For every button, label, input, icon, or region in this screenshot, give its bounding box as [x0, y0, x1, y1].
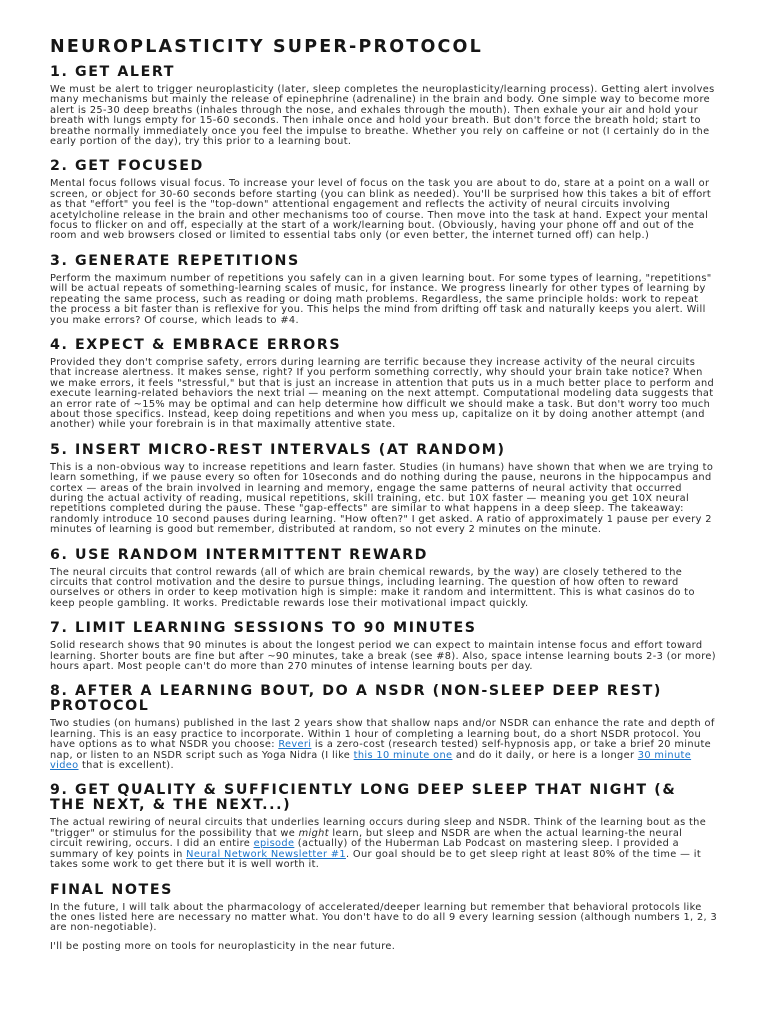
section-heading: 4. EXPECT & EMBRACE ERRORS	[50, 336, 342, 353]
body-text: learn, but sleep and NSDR are when the actual learning-the neural circuit rewiring, occurs. I did an entire	[50, 827, 683, 850]
body-text: . Our goal should be to get sleep right at least 80% of the time — it takes some work to get there but it is well worth it.	[50, 848, 702, 871]
section-limit-sessions	[50, 621, 718, 672]
nsdr-30-minute-video-link[interactable]: 30 minute video	[50, 749, 692, 772]
section-body: Mental focus follows visual focus. To increase your level of focus on the task you are about to do, stare at a point on a wall or screen, or object for 30-60 seconds before starting (you can blink as needed). You'll be surprised how this takes a bit of effort as that "effort" you feel is the "top-down" attentional engagement and reflects the activity of neural circuits involving acetylcholine release in the brain and other mechanisms too of course. Then move into the task at hand. Expect your mental focus to flicker on and off, especially at the start of a work/learning bout. (Obviously, having your phone off and out of the room and web browsers closed or limited to essential tabs only (or even better, the internet turned off) can help.)	[50, 178, 712, 242]
section-generate-repetitions	[50, 254, 718, 326]
section-deep-sleep	[50, 783, 718, 870]
section-heading: FINAL NOTES	[50, 881, 173, 898]
emphasis-text: might	[298, 827, 329, 839]
section-body-closing: I'll be posting more on tools for neuroplasticity in the near future.	[50, 940, 396, 952]
page-title: NEUROPLASTICITY SUPER-PROTOCOL	[50, 37, 483, 57]
section-embrace-errors	[50, 338, 718, 431]
section-final-notes	[50, 883, 718, 953]
section-body	[50, 818, 718, 870]
section-heading: 3. GENERATE REPETITIONS	[50, 252, 300, 269]
section-heading: 5. INSERT MICRO-REST INTERVALS (AT RANDOM)	[50, 441, 506, 458]
section-heading: 1. GET ALERT	[50, 64, 176, 80]
section-body: The neural circuits that control rewards (all of which are brain chemical rewards, by the way) are closely tethered to the circuits that control motivation and the desire to pursue things, including learning. The question of how often to reward ourselves or others in order to keep motivation high is simple: make it random and intermittent. This is what casinos do to keep people gambling. It works. Predictable rewards lose their motivational impact quickly.	[50, 566, 695, 609]
section-get-focused	[50, 159, 718, 241]
sleep-episode-link[interactable]: episode	[253, 838, 295, 850]
section-body: Perform the maximum number of repetitions you safely can in a given learning bout. For some types of learning, "repetitions" will be actual repeats of something-learning scales of music, for instance. We progress linearly for other types of learning by repeating the same process, such as reading or doing math problems. Regardless, the same principle holds: work to repeat the process a bit faster than is reflexive for you. This helps the mind from drifting off task and naturally keeps you alert. Will you make errors? Of course, which leads to #4.	[50, 272, 712, 326]
body-text: that is excellent).	[78, 760, 174, 772]
section-body: In the future, I will talk about the pharmacology of accelerated/deeper learning but remember that behavioral protocols like the ones listed here are necessary no matter what. You don't have to do all 9 every learning session (although numbers 1, 2, 3 are non-negotiable).	[50, 901, 718, 934]
section-random-reward	[50, 548, 718, 610]
body-text: The actual rewiring of neural circuits that underlies learning occurs during sleep and NSDR. Think of the learning bout as the "trigger" or stimulus for the possibility that we	[50, 817, 707, 839]
body-text: (actually) of the Huberman Lab Podcast on mastering sleep. I provided a summary of key points in	[50, 838, 679, 860]
section-heading: 6. USE RANDOM INTERMITTENT REWARD	[50, 546, 429, 563]
section-micro-rest	[50, 443, 718, 536]
section-heading: 8. AFTER A LEARNING BOUT, DO A NSDR (NON-SLEEP DEEP REST) PROTOCOL	[50, 683, 662, 715]
section-body: This is a non-obvious way to increase repetitions and learn faster. Studies (in humans) have shown that when we are trying to learn something, if we pause every so often for 10seconds and do nothing during the pause, neurons in the hippocampus and cortex — areas of the brain involved in learning and memory, engage the same patterns of neural activity that occurred during the actual activity of reading, musical repetitions, skill training, etc. but 10X faster — meaning you get 10X neural repetitions completed during the pause. These "gap-effects" are similar to what happens in a deep sleep. The takeaway: randomly introduce 10 second pauses during learning. "How often?" I get asked. A ratio of approximately 1 pause per every 2 minutes of learning is good but remember, distributed at random, so not every 2 minutes on the minute.	[50, 461, 714, 536]
body-text: is a zero-cost (research tested) self-hypnosis app, or take a brief 20 minute nap, or listen to an NSDR script such as Yoga Nidra (I like	[50, 739, 712, 761]
section-body: Provided they don't comprise safety, errors during learning are terrific because they increase activity of the neural circuits that increase alertness. It makes sense, right? If you perform something correctly, why should your brain take notice? When we make errors, it feels "stressful," but that is just an increase in attention that puts us in a much better place to perform and execute learning-related behaviors the next trial — meaning on the next attempt. Computational modeling data suggests that an error rate of ~15% may be optimal and can help determine how difficult we should make a task. But don't worry too much about those specifics. Instead, keep doing repetitions and when you mess up, capitalize on it by doing another attempt (and another) while your forebrain is in that maximally attentive state.	[50, 356, 715, 431]
yoga-nidra-10-minute-link[interactable]: this 10 minute one	[353, 749, 453, 761]
section-get-alert	[50, 65, 718, 147]
section-body: We must be alert to trigger neuroplasticity (later, sleep completes the neuroplasticity/learning process). Getting alert involves many mechanisms but mainly the release of epinephrine (adrenaline) in the brain and body. One simple way to become more alert is 25-30 deep breaths (inhales through the nose, and exhales through the mouth). Then exhale your air and hold your breath with lungs empty for 15-60 seconds. Then inhale once and hold your breath. But don't force the breath hold; start to breathe normally immediately once you feel the impulse to breathe. Whether you rely on caffeine or not (I certainly do in the early portion of the day), try this prior to a learning bout.	[50, 84, 715, 148]
reveri-link[interactable]: Reveri	[278, 739, 312, 751]
section-heading: 2. GET FOCUSED	[50, 158, 204, 175]
body-text: Two studies (on humans) published in the last 2 years show that shallow naps and/or NSDR can enhance the rate and depth of learning. This is an easy practice to incorporate. Within 1 hour of completing a learning bout, do a short NSDR protocol. You have options as to what NSDR you choose:	[50, 718, 715, 751]
section-heading: 9. GET QUALITY & SUFFICIENTLY LONG DEEP SLEEP THAT NIGHT (& THE NEXT, & THE NEXT...)	[50, 782, 677, 814]
section-body: Solid research shows that 90 minutes is about the longest period we can expect to maintain intense focus and effort toward learning. Shorter bouts are fine but after ~90 minutes, take a break (see #8). Also, space intense learning bouts 2-3 (or more) hours apart. Most people can't do more than 270 minutes of intense learning bouts per day.	[50, 640, 716, 673]
newsletter-link[interactable]: Neural Network Newsletter #1	[186, 848, 346, 860]
section-nsdr	[50, 684, 718, 771]
body-text: and do it daily, or here is a longer	[452, 749, 638, 761]
section-body	[50, 719, 718, 771]
section-heading: 7. LIMIT LEARNING SESSIONS TO 90 MINUTES	[50, 620, 477, 637]
